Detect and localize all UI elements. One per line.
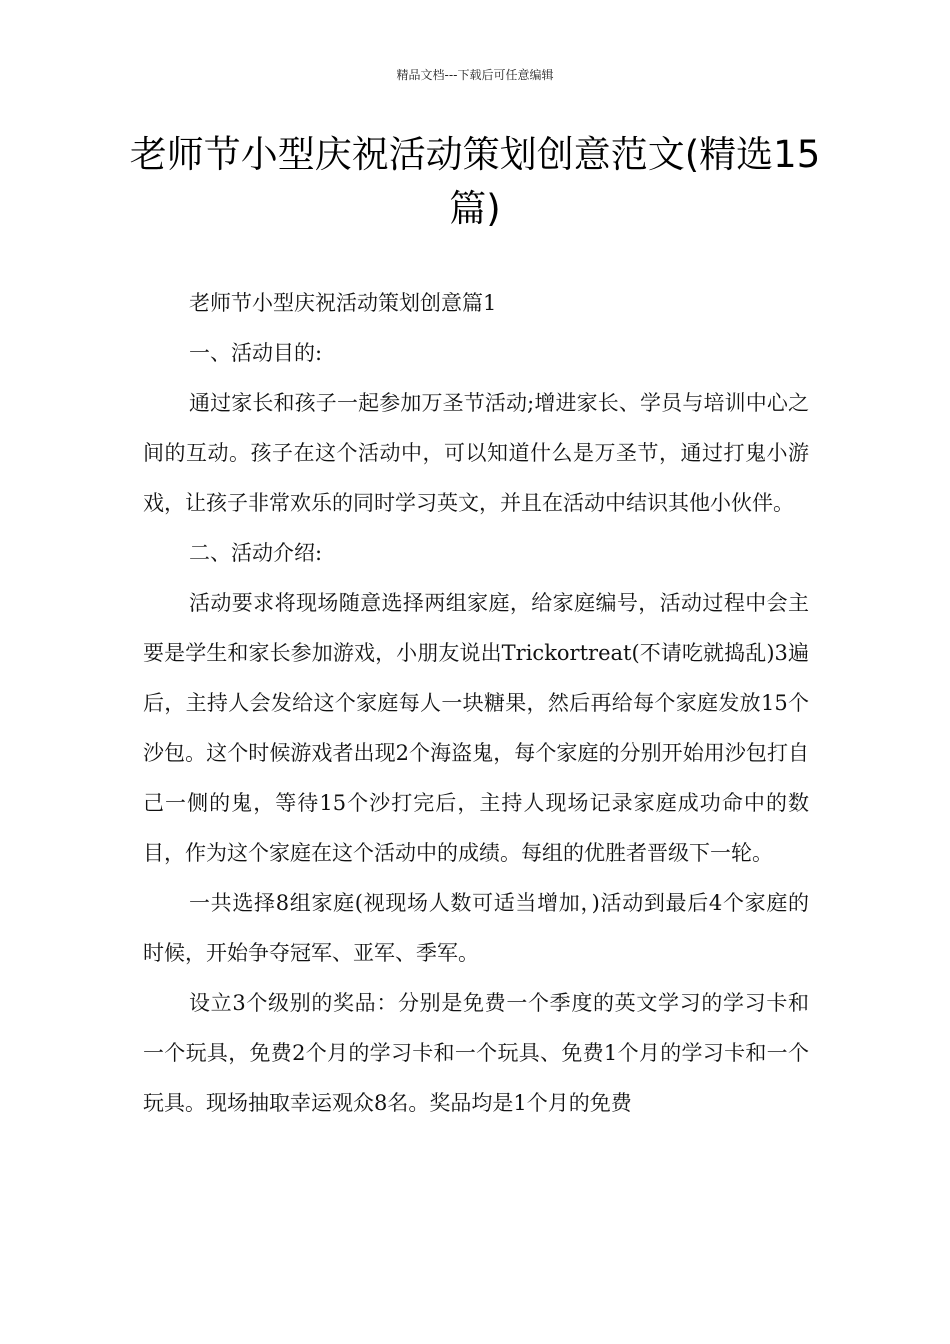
paragraph: 通过家长和孩子一起参加万圣节活动;增进家长、学员与培训中心之间的互动。孩子在这个活动中，可以知道什么是万圣节，通过打鬼小游戏，让孩子非常欢乐的同时学习英文，并且在活动中结识其他小伙伴。 bbox=[143, 391, 809, 515]
document-body bbox=[143, 278, 809, 1128]
paragraph: 设立3个级别的奖品：分别是免费一个季度的英文学习的学习卡和一个玩具，免费2个月的学习卡和一个玩具、免费1个月的学习卡和一个玩具。现场抽取幸运观众8名。奖品均是1个月的免费 bbox=[143, 991, 809, 1115]
paragraph: 活动要求将现场随意选择两组家庭，给家庭编号，活动过程中会主要是学生和家长参加游戏，小朋友说出Trickortreat(不请吃就捣乱)3遍后，主持人会发给这个家庭每人一块糖果，然后再给每个家庭发放15个沙包。这个时候游戏者出现2个海盗鬼，每个家庭的分别开始用沙包打自己一侧的鬼，等待15个沙打完后，主持人现场记录家庭成功命中的数目，作为这个家庭在这个活动中的成绩。每组的优胜者晋级下一轮。 bbox=[143, 591, 809, 865]
paragraph: 一共选择8组家庭(视现场人数可适当增加，)活动到最后4个家庭的时候，开始争夺冠军、亚军、季军。 bbox=[143, 891, 809, 965]
document-title: 老师节小型庆祝活动策划创意范文(精选15篇) bbox=[129, 133, 821, 230]
subheading-introduction: 二、活动介绍: bbox=[189, 541, 323, 565]
subheading-purpose: 一、活动目的: bbox=[189, 341, 323, 365]
page-header: 精品文档---下载后可任意编辑 bbox=[396, 68, 554, 82]
section-heading: 老师节小型庆祝活动策划创意篇1 bbox=[189, 291, 497, 315]
